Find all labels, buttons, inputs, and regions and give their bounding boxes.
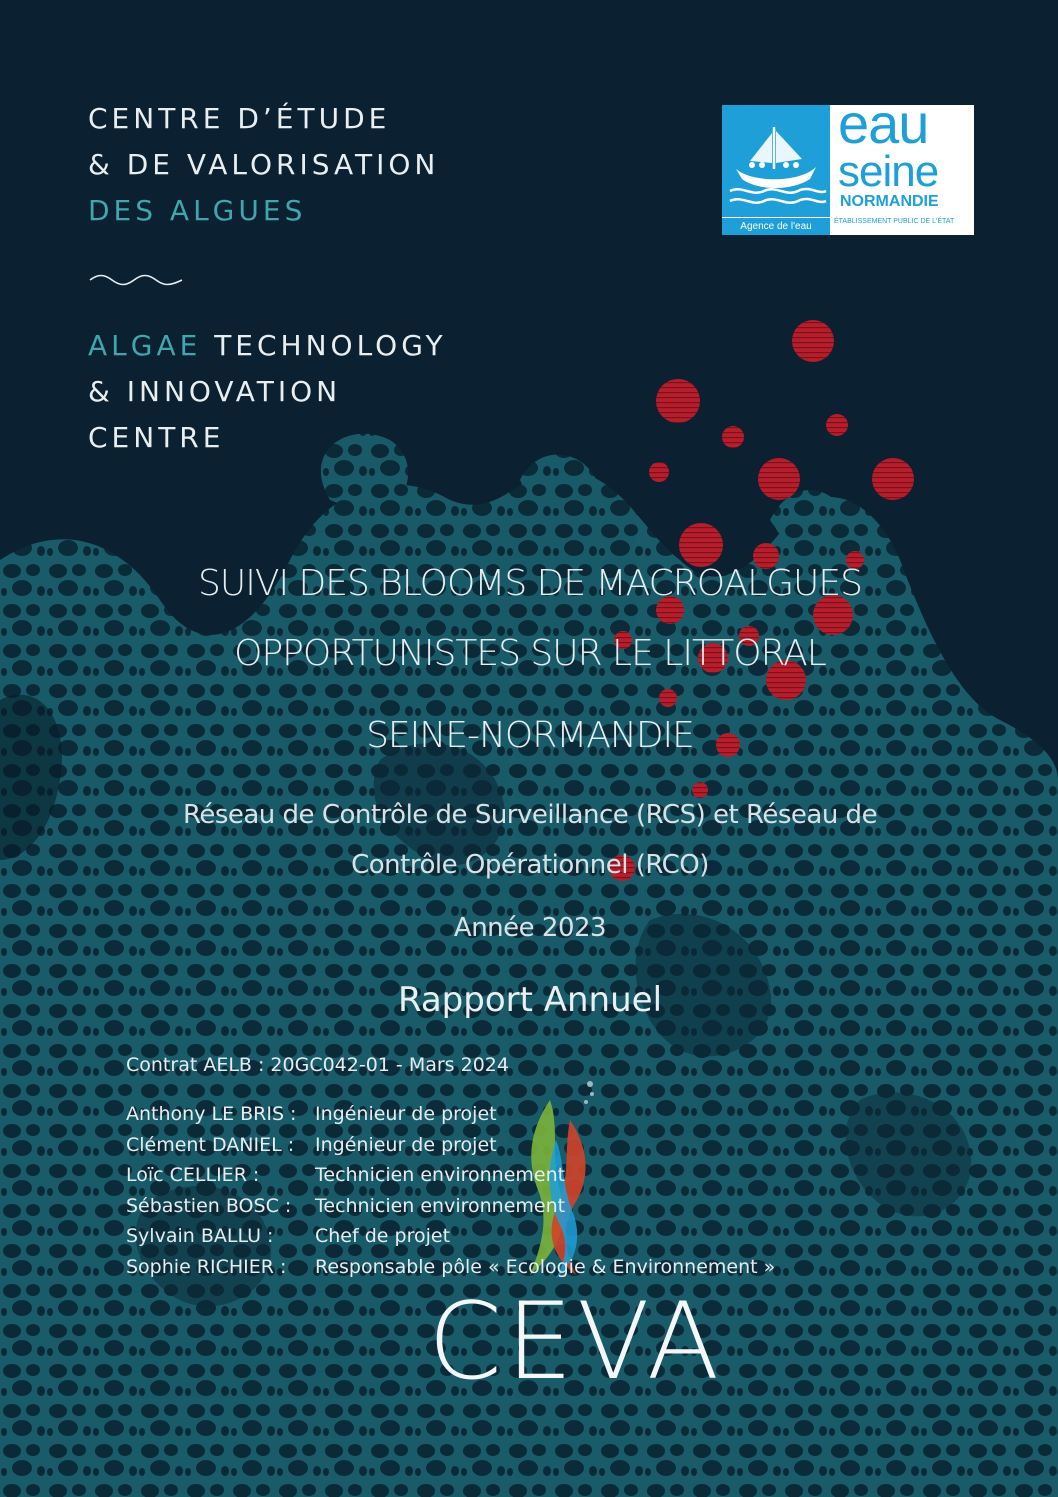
member-role: Technicien environnement — [315, 1194, 566, 1217]
report-subtitle-line-2: Contrôle Opérationnel (RCO) — [351, 850, 709, 880]
member-name: Loïc CELLIER : — [126, 1164, 260, 1186]
logo-agency-label: Agence de l'eau — [722, 217, 830, 235]
contract-reference: Contrat AELB : 20GC042-01 - Mars 2024 — [126, 1054, 509, 1076]
member-role: Chef de projet — [315, 1225, 451, 1247]
member-role: Ingénieur de projet — [315, 1133, 497, 1156]
ceva-brand-french — [88, 96, 439, 234]
eau-seine-normandie-logo — [722, 92, 974, 235]
brand-en-line-1 — [88, 323, 447, 369]
member-name: Anthony LE BRIS : — [126, 1103, 297, 1125]
logo-emblem — [722, 105, 830, 235]
member-role: Ingénieur de projet — [315, 1103, 497, 1125]
member-role: Responsable pôle « Ecologie & Environnement » — [315, 1255, 776, 1278]
logo-word-seine: seine — [838, 147, 939, 196]
logo-word-normandie: NORMANDIE — [840, 193, 939, 210]
wave-divider-icon — [88, 270, 184, 288]
logo-wordmark — [832, 92, 974, 235]
logo-word-eau: eau — [838, 92, 929, 155]
brand-line-1: CENTRE D’ÉTUDE — [88, 102, 391, 135]
member-name: Clément DANIEL : — [126, 1133, 295, 1156]
report-year: Année 2023 — [453, 913, 607, 943]
brand-line-3: DES ALGUES — [88, 194, 307, 227]
brand-en-line-2: & INNOVATION — [88, 375, 342, 408]
report-title-line-3: SEINE-NORMANDIE — [366, 715, 694, 756]
logo-tagline: ÉTABLISSEMENT PUBLIC DE L'ÉTAT — [834, 218, 955, 225]
report-type: Rapport Annuel — [397, 980, 663, 1020]
report-title-line-1: SUIVI DES BLOOMS DE MACROALGUES — [198, 563, 862, 604]
report-title-line-2: OPPORTUNISTES SUR LE LITTORAL — [234, 633, 826, 674]
brand-en-line-3: CENTRE — [88, 421, 225, 454]
brand-line-2: & DE VALORISATION — [88, 148, 440, 181]
member-role: Technicien environnement — [315, 1164, 566, 1186]
member-name: Sophie RICHIER : — [126, 1255, 287, 1278]
ceva-logo-text: CEVA — [428, 1280, 724, 1403]
ceva-brand-english — [88, 323, 447, 461]
boat-emblem-icon — [722, 105, 830, 217]
report-subtitle-line-1: Réseau de Contrôle de Surveillance (RCS) et Réseau de — [182, 800, 878, 830]
member-name: Sébastien BOSC : — [126, 1194, 292, 1217]
brand-en-rest: TECHNOLOGY — [201, 329, 447, 362]
member-name: Sylvain BALLU : — [126, 1225, 274, 1247]
brand-en-accent: ALGAE — [88, 329, 202, 362]
